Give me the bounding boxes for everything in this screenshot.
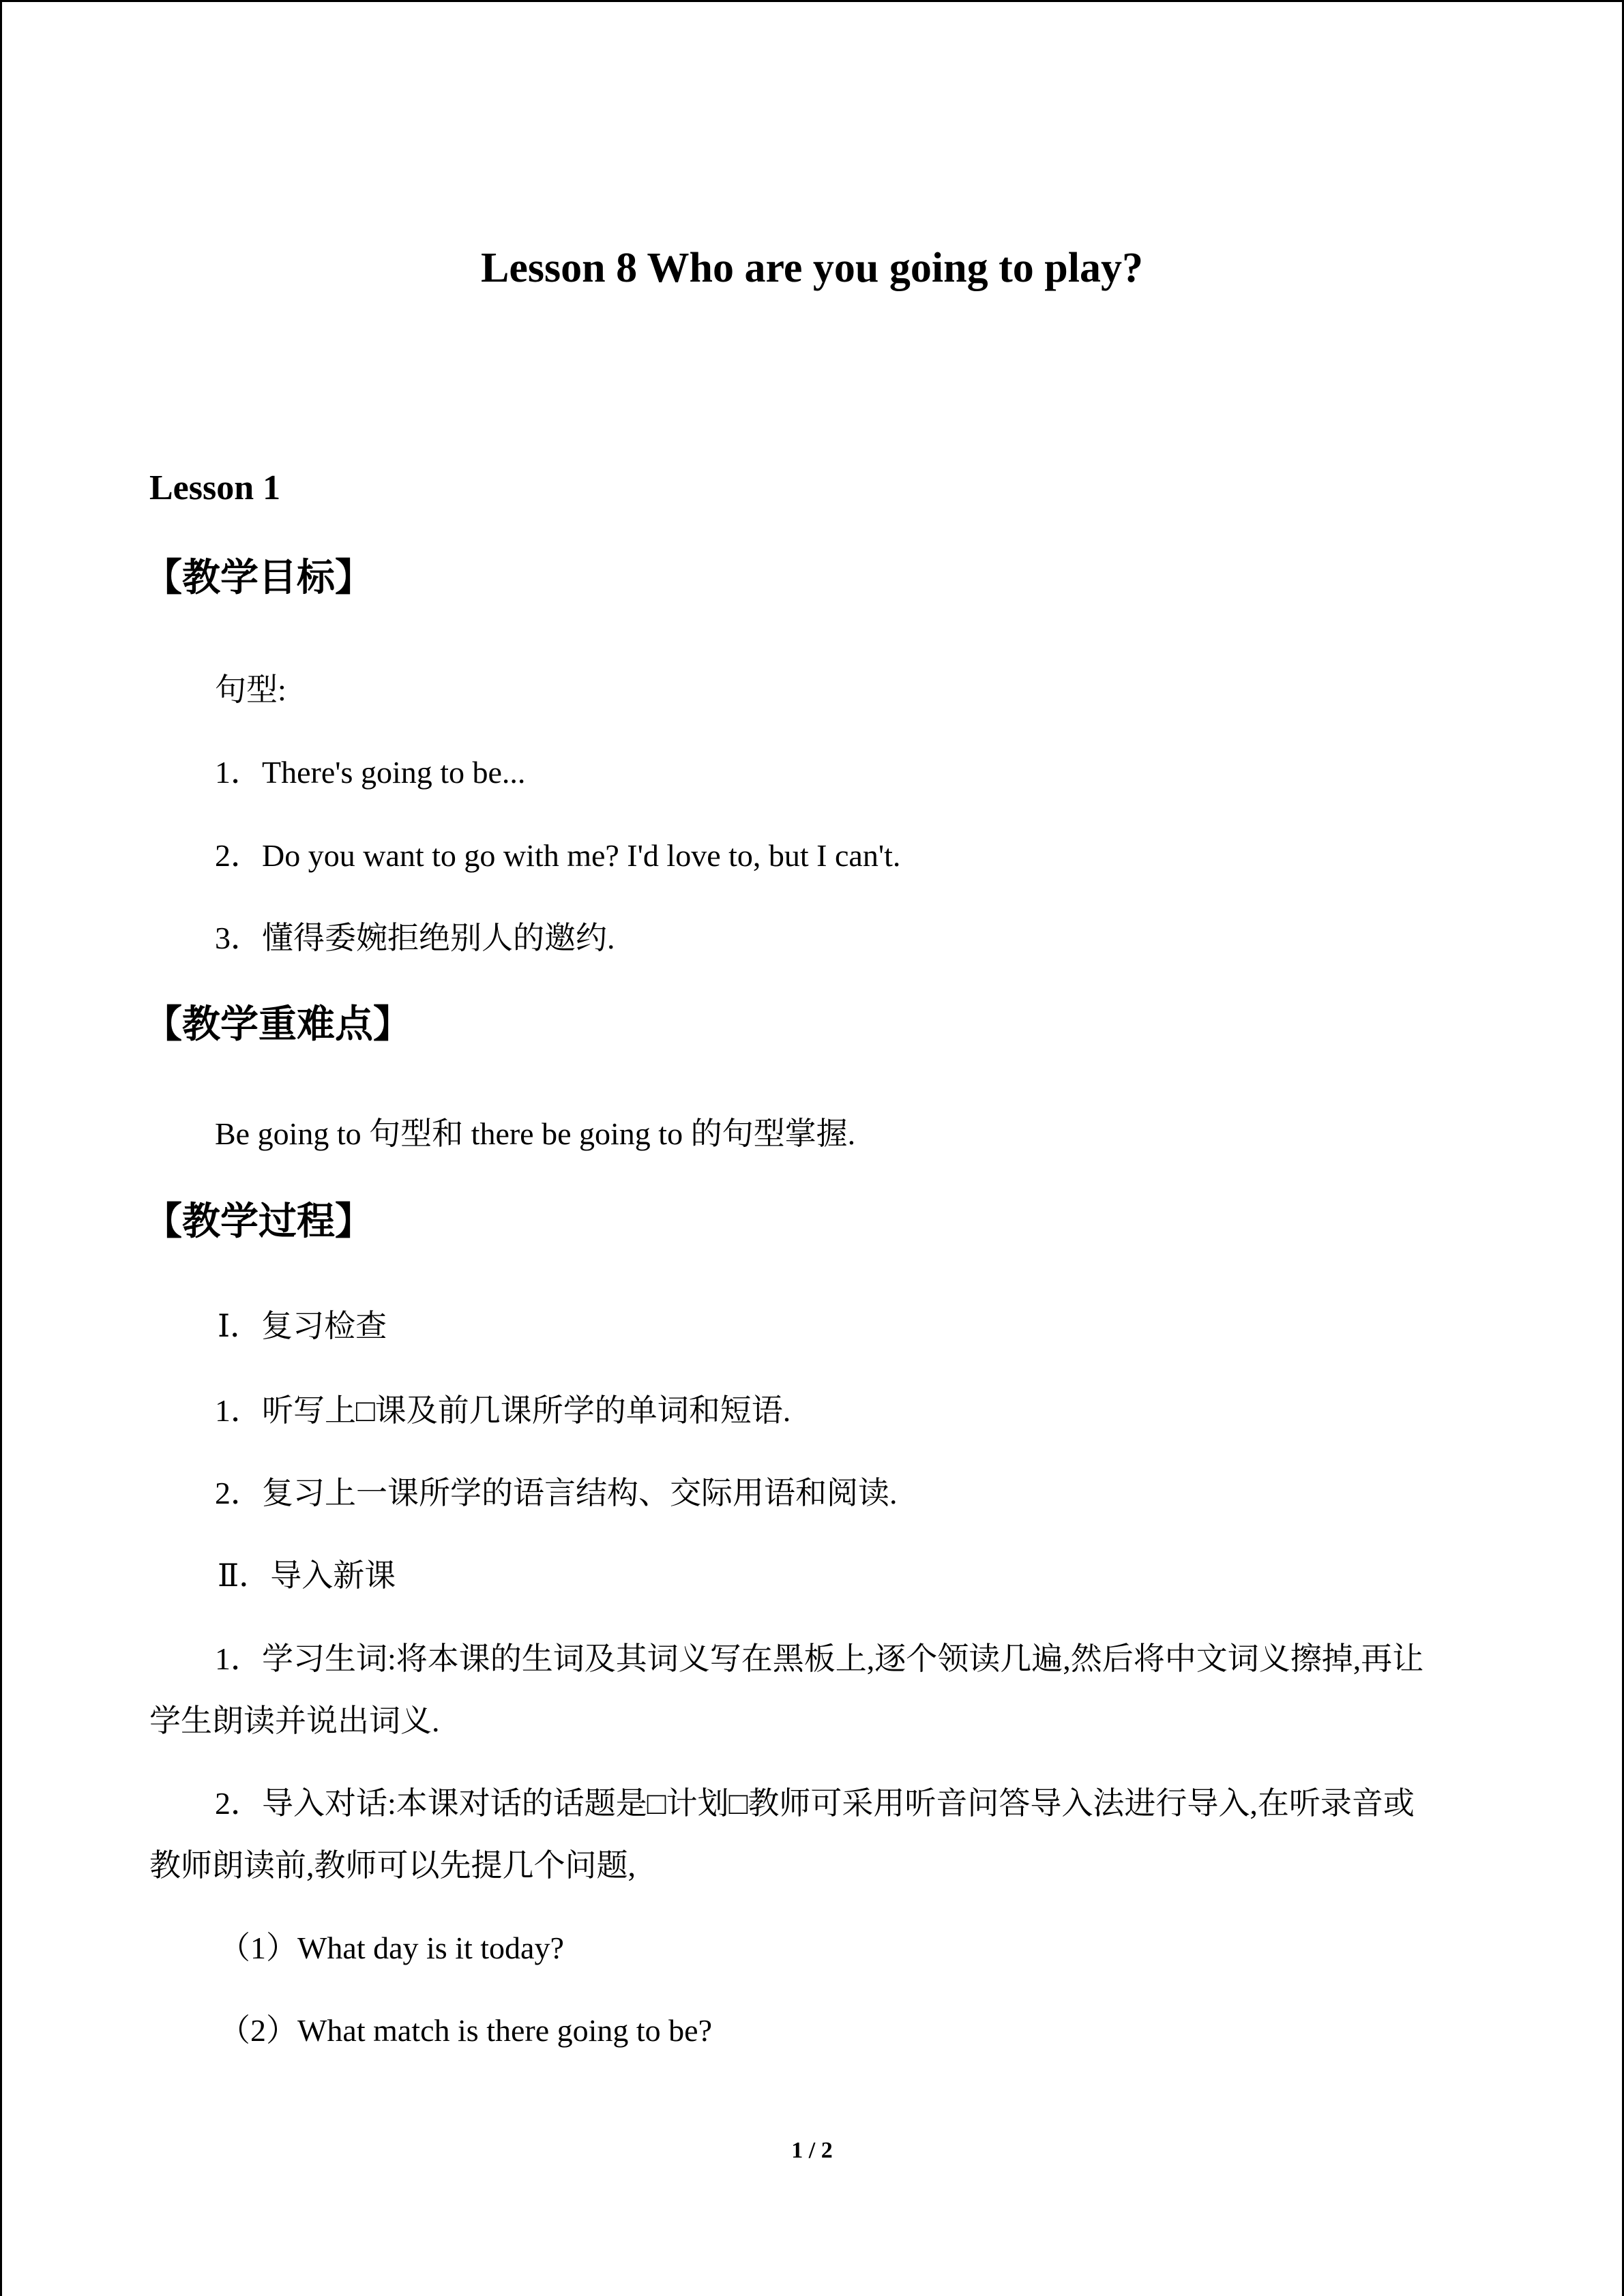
process-line: Ⅱ．导入新课 (218, 1558, 396, 1593)
objective-line: 1．There's going to be... (215, 755, 526, 790)
page-number: 1 / 2 (791, 2138, 833, 2163)
document-title: Lesson 8 Who are you going to play? (481, 245, 1143, 291)
section-heading-objectives: 【教学目标】 (144, 556, 373, 600)
process-line: 教师朗读前,教师可以先提几个问题, (149, 1848, 636, 1883)
process-line: 2．导入对话:本课对话的话题是□计划□教师可采用听音问答导入法进行导入,在听录音或 (215, 1786, 1415, 1821)
process-line: Ⅰ．复习检查 (218, 1309, 387, 1343)
section-heading-process: 【教学过程】 (144, 1199, 373, 1244)
objective-line: 2．Do you want to go with me? I'd love to, but I can't. (215, 838, 901, 873)
process-line: 学生朗读并说出词义. (149, 1703, 440, 1738)
objective-line: 句型: (215, 672, 286, 707)
section-heading-key-points: 【教学重难点】 (144, 1002, 411, 1047)
process-line: 2．复习上一课所学的语言结构、交际用语和阅读. (215, 1476, 898, 1510)
process-line: 1．听写上□课及前几课所学的单词和短语. (215, 1393, 791, 1428)
key-point-line: Be going to 句型和 there be going to 的句型掌握. (215, 1116, 856, 1151)
process-line: 1．学习生词:将本课的生词及其词义写在黑板上,逐个领读几遍,然后将中文词义擦掉,再让 (215, 1641, 1424, 1676)
process-line: （2）What match is there going to be? (219, 2013, 713, 2048)
process-line: （1）What day is it today? (219, 1930, 564, 1965)
objective-line: 3．懂得委婉拒绝别人的邀约. (215, 921, 615, 955)
lesson-label: Lesson 1 (149, 468, 281, 507)
